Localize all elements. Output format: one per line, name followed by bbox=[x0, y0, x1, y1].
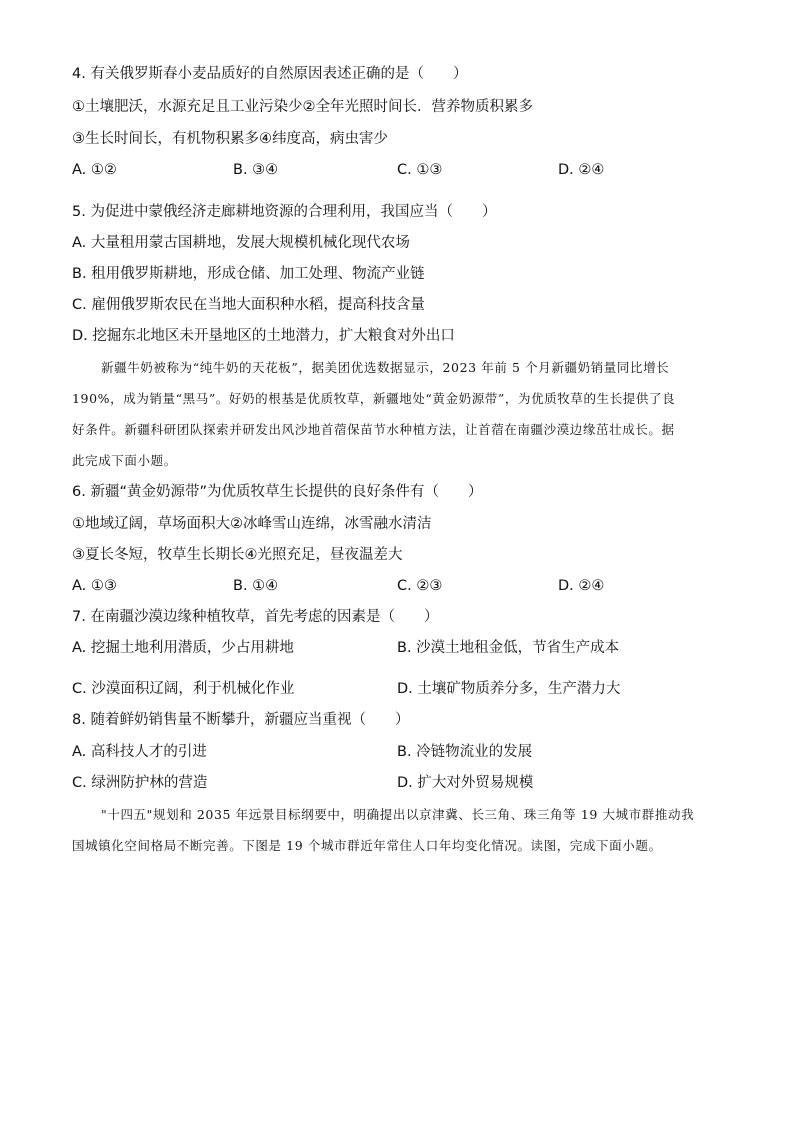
q4-statement-2: ③生长时间长，有机物积累多④纬度高，病虫害少 bbox=[72, 131, 388, 147]
q6-option-c: C. ②③ bbox=[397, 578, 443, 594]
material2-line-2: 国城镇化空间格局不断完善。下图是 19 个城市群近年常住人口年均变化情况。读图，完成下面小题。 bbox=[72, 838, 662, 853]
q7-option-b: B. 沙漠土地租金低，节省生产成本 bbox=[397, 640, 620, 656]
material2-line-1: "十四五"规划和 2035 年远景目标纲要中，明确提出以京津冀、长三角、珠三角等 19 大城市群推动我 bbox=[101, 807, 695, 822]
q4-option-a: A. ①② bbox=[72, 162, 117, 178]
q4-option-c: C. ①③ bbox=[397, 162, 443, 178]
q7-stem: 7. 在南疆沙漠边缘种植牧草，首先考虑的因素是（ ） bbox=[72, 609, 439, 625]
q5-option-a: A. 大量租用蒙古国耕地，发展大规模机械化现代农场 bbox=[72, 235, 410, 251]
material1-line-3: 好条件。新疆科研团队探索并研发出风沙地首蓿保苗节水种植方法，让首蓿在南疆沙漠边缘茁壮成长。据 bbox=[72, 422, 675, 437]
q8-option-b: B. 冷链物流业的发展 bbox=[397, 744, 533, 760]
q8-option-d: D. 扩大对外贸易规模 bbox=[397, 775, 534, 791]
material1-line-4: 此完成下面小题。 bbox=[72, 453, 177, 468]
q7-option-d: D. 土壤矿物质养分多，生产潜力大 bbox=[397, 681, 621, 697]
q6-option-d: D. ②④ bbox=[558, 578, 605, 594]
q6-statement-1: ①地域辽阔，草场面积大②冰峰雪山连绵，冰雪融水清洁 bbox=[72, 516, 432, 532]
q7-option-a: A. 挖掘土地利用潜质，少占用耕地 bbox=[72, 640, 294, 656]
q5-option-d: D. 挖掘东北地区未开垦地区的土地潜力，扩大粮食对外出口 bbox=[72, 328, 455, 344]
q4-option-d: D. ②④ bbox=[558, 162, 605, 178]
material1-line-2: 190%，成为销量“黑马”。好奶的根基是优质牧草，新疆地处“黄金奶源带”，为优质牧草的生长提供了良 bbox=[72, 391, 676, 406]
q6-option-a: A. ①③ bbox=[72, 578, 117, 594]
q7-option-c: C. 沙漠面积辽阔，利于机械化作业 bbox=[72, 681, 295, 697]
q6-statement-2: ③夏长冬短，牧草生长期长④光照充足，昼夜温差大 bbox=[72, 547, 403, 563]
q4-stem: 4. 有关俄罗斯春小麦品质好的自然原因表述正确的是（ ） bbox=[72, 66, 468, 82]
q5-option-b: B. 租用俄罗斯耕地，形成仓储、加工处理、物流产业链 bbox=[72, 266, 425, 282]
q8-option-c: C. 绿洲防护林的营造 bbox=[72, 775, 208, 791]
material1-line-1: 新疆牛奶被称为“纯牛奶的天花板”，据美团优选数据显示，2023 年前 5 个月新疆奶销量同比增长 bbox=[101, 360, 670, 375]
q6-option-b: B. ①④ bbox=[233, 578, 279, 594]
q8-option-a: A. 高科技人才的引进 bbox=[72, 744, 207, 760]
q5-stem: 5. 为促进中蒙俄经济走廊耕地资源的合理利用，我国应当（ ） bbox=[72, 204, 497, 220]
q6-stem: 6. 新疆“黄金奶源带”为优质牧草生长提供的良好条件有（ ） bbox=[72, 484, 483, 500]
q8-stem: 8. 随着鲜奶销售量不断攀升，新疆应当重视（ ） bbox=[72, 712, 410, 728]
q5-option-c: C. 雇佣俄罗斯农民在当地大面积种水稻，提高科技含量 bbox=[72, 297, 425, 313]
q4-option-b: B. ③④ bbox=[233, 162, 279, 178]
q4-statement-1: ①土壤肥沃，水源充足且工业污染少②全年光照时间长．营养物质积累多 bbox=[72, 99, 533, 115]
